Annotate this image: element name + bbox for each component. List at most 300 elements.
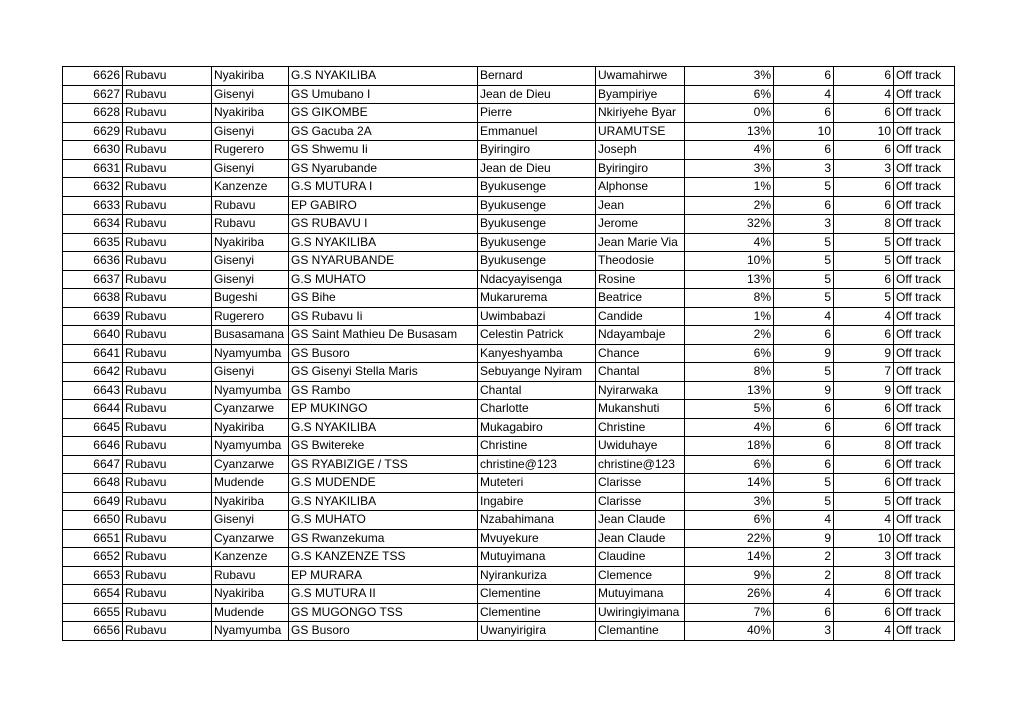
district-cell: Rubavu [123, 344, 212, 363]
status-cell: Off track [894, 307, 955, 326]
value-a-cell: 6 [774, 400, 834, 419]
value-b-cell: 6 [834, 585, 894, 604]
table-row [63, 344, 955, 363]
value-a-cell: 6 [774, 104, 834, 123]
sector-cell: Gisenyi [212, 270, 289, 289]
sector-cell: Gisenyi [212, 363, 289, 382]
id-cell: 6633 [63, 196, 123, 215]
percent-cell: 13% [685, 270, 774, 289]
last-name-cell: Byampiriye [596, 85, 685, 104]
last-name-cell: Mukanshuti [596, 400, 685, 419]
percent-cell: 9% [685, 566, 774, 585]
first-name-cell: Jean de Dieu [478, 159, 596, 178]
table-row [63, 511, 955, 530]
value-b-cell: 4 [834, 511, 894, 530]
first-name-cell: Charlotte [478, 400, 596, 419]
school-cell: G.S MUTURA I [289, 178, 478, 197]
status-cell: Off track [894, 548, 955, 567]
id-cell: 6655 [63, 603, 123, 622]
value-b-cell: 10 [834, 529, 894, 548]
table-row [63, 455, 955, 474]
id-cell: 6653 [63, 566, 123, 585]
value-b-cell: 9 [834, 381, 894, 400]
id-cell: 6632 [63, 178, 123, 197]
table-row [63, 381, 955, 400]
id-cell: 6651 [63, 529, 123, 548]
sector-cell: Nyakiriba [212, 104, 289, 123]
school-cell: G.S MUTURA II [289, 585, 478, 604]
district-cell: Rubavu [123, 363, 212, 382]
table-row [63, 252, 955, 271]
value-b-cell: 6 [834, 474, 894, 493]
id-cell: 6648 [63, 474, 123, 493]
percent-cell: 4% [685, 141, 774, 160]
school-cell: GS Busoro [289, 344, 478, 363]
table-row [63, 307, 955, 326]
last-name-cell: Claudine [596, 548, 685, 567]
last-name-cell: Clemantine [596, 622, 685, 641]
id-cell: 6634 [63, 215, 123, 234]
first-name-cell: Byukusenge [478, 233, 596, 252]
id-cell: 6649 [63, 492, 123, 511]
value-b-cell: 3 [834, 548, 894, 567]
value-b-cell: 6 [834, 326, 894, 345]
value-a-cell: 4 [774, 307, 834, 326]
first-name-cell: Pierre [478, 104, 596, 123]
value-a-cell: 4 [774, 85, 834, 104]
district-cell: Rubavu [123, 141, 212, 160]
percent-cell: 40% [685, 622, 774, 641]
percent-cell: 32% [685, 215, 774, 234]
district-cell: Rubavu [123, 270, 212, 289]
id-cell: 6640 [63, 326, 123, 345]
first-name-cell: Kanyeshyamba [478, 344, 596, 363]
last-name-cell: Uwiduhaye [596, 437, 685, 456]
value-a-cell: 6 [774, 437, 834, 456]
status-cell: Off track [894, 196, 955, 215]
id-cell: 6652 [63, 548, 123, 567]
table-row [63, 603, 955, 622]
school-cell: GS Umubano I [289, 85, 478, 104]
table-row [63, 400, 955, 419]
status-cell: Off track [894, 215, 955, 234]
table-row [63, 622, 955, 641]
status-cell: Off track [894, 622, 955, 641]
table-row [63, 418, 955, 437]
id-cell: 6641 [63, 344, 123, 363]
district-cell: Rubavu [123, 400, 212, 419]
sector-cell: Nyamyumba [212, 381, 289, 400]
district-cell: Rubavu [123, 215, 212, 234]
status-cell: Off track [894, 603, 955, 622]
last-name-cell: Joseph [596, 141, 685, 160]
table-row [63, 67, 955, 86]
first-name-cell: Byukusenge [478, 196, 596, 215]
percent-cell: 3% [685, 67, 774, 86]
value-a-cell: 5 [774, 363, 834, 382]
district-cell: Rubavu [123, 474, 212, 493]
district-cell: Rubavu [123, 548, 212, 567]
first-name-cell: Chantal [478, 381, 596, 400]
sector-cell: Bugeshi [212, 289, 289, 308]
status-cell: Off track [894, 474, 955, 493]
school-cell: GS Nyarubande [289, 159, 478, 178]
last-name-cell: Nkiriyehe Byar [596, 104, 685, 123]
first-name-cell: Celestin Patrick [478, 326, 596, 345]
first-name-cell: Christine [478, 437, 596, 456]
status-cell: Off track [894, 529, 955, 548]
school-cell: G.S KANZENZE TSS [289, 548, 478, 567]
last-name-cell: Alphonse [596, 178, 685, 197]
school-cell: G.S NYAKILIBA [289, 67, 478, 86]
table-row [63, 104, 955, 123]
value-a-cell: 3 [774, 215, 834, 234]
school-cell: GS Gisenyi Stella Maris [289, 363, 478, 382]
status-cell: Off track [894, 178, 955, 197]
school-cell: GS MUGONGO TSS [289, 603, 478, 622]
status-cell: Off track [894, 270, 955, 289]
id-cell: 6631 [63, 159, 123, 178]
value-a-cell: 5 [774, 270, 834, 289]
school-cell: EP GABIRO [289, 196, 478, 215]
sector-cell: Cyanzarwe [212, 400, 289, 419]
last-name-cell: Nyirarwaka [596, 381, 685, 400]
value-b-cell: 6 [834, 270, 894, 289]
value-a-cell: 3 [774, 159, 834, 178]
first-name-cell: Byiringiro [478, 141, 596, 160]
table-row [63, 437, 955, 456]
last-name-cell: Jean [596, 196, 685, 215]
value-a-cell: 5 [774, 289, 834, 308]
school-cell: GS Rwanzekuma [289, 529, 478, 548]
id-cell: 6628 [63, 104, 123, 123]
last-name-cell: Beatrice [596, 289, 685, 308]
percent-cell: 6% [685, 85, 774, 104]
status-cell: Off track [894, 85, 955, 104]
id-cell: 6635 [63, 233, 123, 252]
first-name-cell: Nyirankuriza [478, 566, 596, 585]
value-b-cell: 6 [834, 104, 894, 123]
last-name-cell: Jean Marie Via [596, 233, 685, 252]
school-cell: GS Gacuba 2A [289, 122, 478, 141]
id-cell: 6645 [63, 418, 123, 437]
sector-cell: Rubavu [212, 196, 289, 215]
first-name-cell: Bernard [478, 67, 596, 86]
value-b-cell: 10 [834, 122, 894, 141]
id-cell: 6626 [63, 67, 123, 86]
status-cell: Off track [894, 455, 955, 474]
id-cell: 6650 [63, 511, 123, 530]
percent-cell: 3% [685, 492, 774, 511]
last-name-cell: Jerome [596, 215, 685, 234]
id-cell: 6630 [63, 141, 123, 160]
sector-cell: Gisenyi [212, 511, 289, 530]
last-name-cell: Mutuyimana [596, 585, 685, 604]
school-cell: GS Saint Mathieu De Busasam [289, 326, 478, 345]
district-cell: Rubavu [123, 196, 212, 215]
last-name-cell: Rosine [596, 270, 685, 289]
first-name-cell: Byukusenge [478, 215, 596, 234]
school-cell: GS RUBAVU I [289, 215, 478, 234]
percent-cell: 6% [685, 511, 774, 530]
last-name-cell: Clarisse [596, 492, 685, 511]
first-name-cell: Muteteri [478, 474, 596, 493]
status-cell: Off track [894, 104, 955, 123]
school-cell: GS Bwitereke [289, 437, 478, 456]
percent-cell: 8% [685, 363, 774, 382]
id-cell: 6638 [63, 289, 123, 308]
district-cell: Rubavu [123, 159, 212, 178]
district-cell: Rubavu [123, 122, 212, 141]
sector-cell: Nyamyumba [212, 344, 289, 363]
school-cell: G.S MUDENDE [289, 474, 478, 493]
percent-cell: 18% [685, 437, 774, 456]
status-cell: Off track [894, 326, 955, 345]
percent-cell: 1% [685, 178, 774, 197]
value-a-cell: 9 [774, 344, 834, 363]
last-name-cell: Ndayambaje [596, 326, 685, 345]
district-cell: Rubavu [123, 67, 212, 86]
sector-cell: Kanzenze [212, 548, 289, 567]
first-name-cell: Clementine [478, 585, 596, 604]
first-name-cell: Uwimbabazi [478, 307, 596, 326]
id-cell: 6639 [63, 307, 123, 326]
sector-cell: Gisenyi [212, 252, 289, 271]
status-cell: Off track [894, 141, 955, 160]
value-b-cell: 5 [834, 289, 894, 308]
district-cell: Rubavu [123, 233, 212, 252]
school-cell: GS Shwemu Ii [289, 141, 478, 160]
sector-cell: Nyakiriba [212, 233, 289, 252]
district-cell: Rubavu [123, 455, 212, 474]
value-b-cell: 4 [834, 85, 894, 104]
status-cell: Off track [894, 252, 955, 271]
first-name-cell: Byukusenge [478, 252, 596, 271]
school-cell: G.S NYAKILIBA [289, 492, 478, 511]
first-name-cell: Ingabire [478, 492, 596, 511]
value-b-cell: 3 [834, 159, 894, 178]
status-cell: Off track [894, 381, 955, 400]
value-a-cell: 6 [774, 67, 834, 86]
percent-cell: 26% [685, 585, 774, 604]
value-b-cell: 4 [834, 307, 894, 326]
percent-cell: 8% [685, 289, 774, 308]
last-name-cell: Chance [596, 344, 685, 363]
first-name-cell: Ndacyayisenga [478, 270, 596, 289]
district-cell: Rubavu [123, 603, 212, 622]
school-cell: G.S MUHATO [289, 270, 478, 289]
status-cell: Off track [894, 585, 955, 604]
school-cell: G.S NYAKILIBA [289, 233, 478, 252]
sector-cell: Rugerero [212, 307, 289, 326]
percent-cell: 4% [685, 233, 774, 252]
value-a-cell: 2 [774, 566, 834, 585]
first-name-cell: Byukusenge [478, 178, 596, 197]
last-name-cell: christine@123 [596, 455, 685, 474]
table-row [63, 492, 955, 511]
value-b-cell: 4 [834, 622, 894, 641]
last-name-cell: Jean Claude [596, 529, 685, 548]
value-a-cell: 9 [774, 529, 834, 548]
district-cell: Rubavu [123, 381, 212, 400]
table-row [63, 585, 955, 604]
value-a-cell: 5 [774, 492, 834, 511]
percent-cell: 3% [685, 159, 774, 178]
status-cell: Off track [894, 233, 955, 252]
id-cell: 6646 [63, 437, 123, 456]
value-b-cell: 8 [834, 566, 894, 585]
status-cell: Off track [894, 289, 955, 308]
value-a-cell: 3 [774, 622, 834, 641]
value-b-cell: 8 [834, 437, 894, 456]
first-name-cell: Mutuyimana [478, 548, 596, 567]
district-cell: Rubavu [123, 492, 212, 511]
school-cell: GS Bihe [289, 289, 478, 308]
table-row [63, 326, 955, 345]
id-cell: 6654 [63, 585, 123, 604]
percent-cell: 14% [685, 548, 774, 567]
table-row [63, 141, 955, 160]
sector-cell: Nyakiriba [212, 492, 289, 511]
percent-cell: 6% [685, 344, 774, 363]
percent-cell: 22% [685, 529, 774, 548]
id-cell: 6629 [63, 122, 123, 141]
school-cell: EP MURARA [289, 566, 478, 585]
percent-cell: 13% [685, 122, 774, 141]
table-row [63, 474, 955, 493]
percent-cell: 10% [685, 252, 774, 271]
district-cell: Rubavu [123, 437, 212, 456]
district-cell: Rubavu [123, 85, 212, 104]
percent-cell: 2% [685, 196, 774, 215]
school-cell: GS GIKOMBE [289, 104, 478, 123]
id-cell: 6644 [63, 400, 123, 419]
table-row [63, 529, 955, 548]
value-b-cell: 6 [834, 178, 894, 197]
value-a-cell: 4 [774, 585, 834, 604]
first-name-cell: Mukagabiro [478, 418, 596, 437]
percent-cell: 6% [685, 455, 774, 474]
district-cell: Rubavu [123, 566, 212, 585]
status-cell: Off track [894, 437, 955, 456]
sector-cell: Cyanzarwe [212, 529, 289, 548]
value-a-cell: 2 [774, 548, 834, 567]
id-cell: 6643 [63, 381, 123, 400]
value-b-cell: 5 [834, 492, 894, 511]
value-b-cell: 6 [834, 603, 894, 622]
id-cell: 6636 [63, 252, 123, 271]
value-a-cell: 6 [774, 418, 834, 437]
percent-cell: 7% [685, 603, 774, 622]
last-name-cell: Uwiringiyimana [596, 603, 685, 622]
status-cell: Off track [894, 67, 955, 86]
value-b-cell: 5 [834, 252, 894, 271]
sector-cell: Nyakiriba [212, 418, 289, 437]
value-a-cell: 5 [774, 178, 834, 197]
last-name-cell: Theodosie [596, 252, 685, 271]
district-cell: Rubavu [123, 418, 212, 437]
table-row [63, 363, 955, 382]
sector-cell: Nyamyumba [212, 437, 289, 456]
sector-cell: Mudende [212, 603, 289, 622]
value-b-cell: 6 [834, 67, 894, 86]
first-name-cell: Uwanyirigira [478, 622, 596, 641]
table-body [63, 67, 955, 641]
value-b-cell: 7 [834, 363, 894, 382]
status-cell: Off track [894, 418, 955, 437]
percent-cell: 4% [685, 418, 774, 437]
first-name-cell: Jean de Dieu [478, 85, 596, 104]
status-cell: Off track [894, 566, 955, 585]
value-a-cell: 6 [774, 326, 834, 345]
table-row [63, 178, 955, 197]
last-name-cell: Candide [596, 307, 685, 326]
first-name-cell: Mukarurema [478, 289, 596, 308]
school-cell: G.S NYAKILIBA [289, 418, 478, 437]
percent-cell: 5% [685, 400, 774, 419]
percent-cell: 14% [685, 474, 774, 493]
id-cell: 6647 [63, 455, 123, 474]
id-cell: 6656 [63, 622, 123, 641]
table-row [63, 566, 955, 585]
status-cell: Off track [894, 159, 955, 178]
value-b-cell: 6 [834, 141, 894, 160]
percent-cell: 1% [685, 307, 774, 326]
table-row [63, 159, 955, 178]
id-cell: 6637 [63, 270, 123, 289]
last-name-cell: Chantal [596, 363, 685, 382]
school-cell: GS Rambo [289, 381, 478, 400]
sector-cell: Rugerero [212, 141, 289, 160]
value-a-cell: 6 [774, 196, 834, 215]
district-cell: Rubavu [123, 104, 212, 123]
district-cell: Rubavu [123, 326, 212, 345]
last-name-cell: URAMUTSE [596, 122, 685, 141]
table-row [63, 289, 955, 308]
sector-cell: Gisenyi [212, 159, 289, 178]
value-b-cell: 5 [834, 233, 894, 252]
value-a-cell: 4 [774, 511, 834, 530]
status-cell: Off track [894, 492, 955, 511]
school-cell: GS Rubavu Ii [289, 307, 478, 326]
value-a-cell: 5 [774, 233, 834, 252]
last-name-cell: Clemence [596, 566, 685, 585]
table-row [63, 215, 955, 234]
data-table [62, 66, 955, 641]
table-row [63, 270, 955, 289]
table-row [63, 196, 955, 215]
last-name-cell: Clarisse [596, 474, 685, 493]
percent-cell: 2% [685, 326, 774, 345]
percent-cell: 13% [685, 381, 774, 400]
value-a-cell: 6 [774, 455, 834, 474]
table-row [63, 122, 955, 141]
value-a-cell: 5 [774, 252, 834, 271]
status-cell: Off track [894, 400, 955, 419]
school-cell: GS RYABIZIGE / TSS [289, 455, 478, 474]
value-b-cell: 8 [834, 215, 894, 234]
school-cell: EP MUKINGO [289, 400, 478, 419]
value-b-cell: 6 [834, 400, 894, 419]
percent-cell: 0% [685, 104, 774, 123]
district-cell: Rubavu [123, 307, 212, 326]
last-name-cell: Uwamahirwe [596, 67, 685, 86]
status-cell: Off track [894, 511, 955, 530]
value-a-cell: 6 [774, 603, 834, 622]
sector-cell: Nyakiriba [212, 585, 289, 604]
status-cell: Off track [894, 363, 955, 382]
sector-cell: Kanzenze [212, 178, 289, 197]
